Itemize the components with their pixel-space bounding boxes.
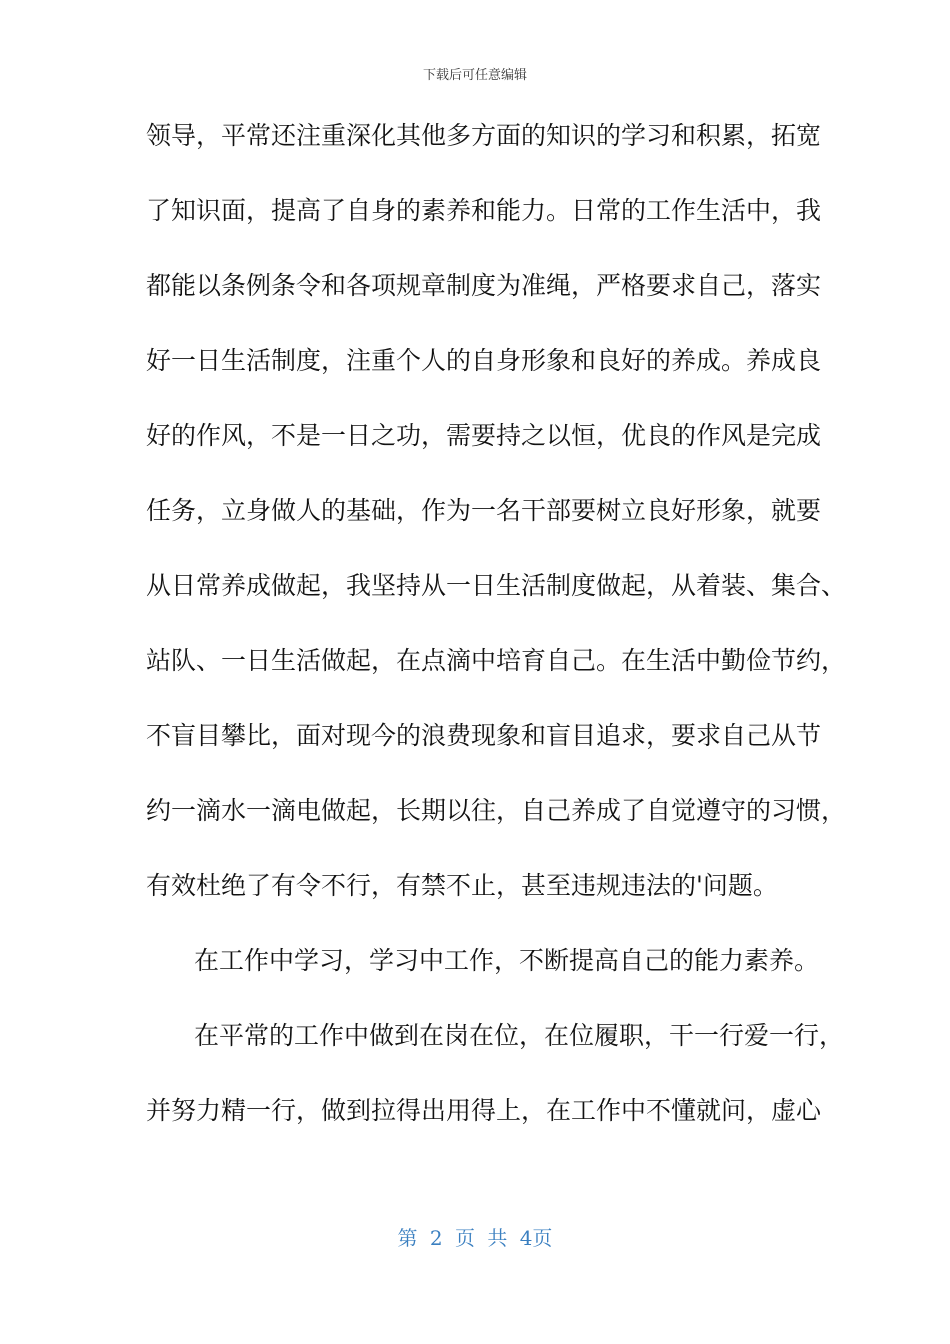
text-line: 约一滴水一滴电做起，长期以往，自己养成了自觉遵守的习惯， [146, 796, 847, 825]
text-line: 任务，立身做人的基础，作为一名干部要树立良好形象，就要 [146, 496, 822, 525]
text-line: 领导，平常还注重深化其他多方面的知识的学习和积累，拓宽 [146, 121, 822, 150]
text-line: 站队、一日生活做起，在点滴中培育自己。在生活中勤俭节约， [146, 646, 847, 675]
text-line: 并努力精一行，做到拉得出用得上，在工作中不懂就问，虚心 [146, 1096, 822, 1125]
page-number-footer: 第 2 页 共 4页 [397, 1226, 553, 1250]
text-line: 好的作风，不是一日之功，需要持之以恒，优良的作风是完成 [146, 421, 822, 450]
paragraph-first-line: 在平常的工作中做到在岗在位，在位履职，干一行爱一行， [194, 1021, 845, 1050]
text-line: 好一日生活制度，注重个人的自身形象和良好的养成。养成良 [146, 346, 822, 375]
text-line: 不盲目攀比，面对现今的浪费现象和盲目追求，要求自己从节 [146, 721, 822, 750]
text-line: 有效杜绝了有令不行，有禁不止，甚至违规违法的'问题。 [146, 871, 778, 900]
page-header: 下载后可任意编辑 [422, 68, 527, 83]
text-line: 了知识面，提高了自身的素养和能力。日常的工作生活中，我 [146, 196, 822, 225]
text-line: 从日常养成做起，我坚持从一日生活制度做起，从着装、集合、 [146, 571, 847, 600]
paragraph-first-line: 在工作中学习，学习中工作，不断提高自己的能力素养。 [194, 946, 820, 975]
text-line: 都能以条例条令和各项规章制度为准绳，严格要求自己，落实 [146, 271, 822, 300]
